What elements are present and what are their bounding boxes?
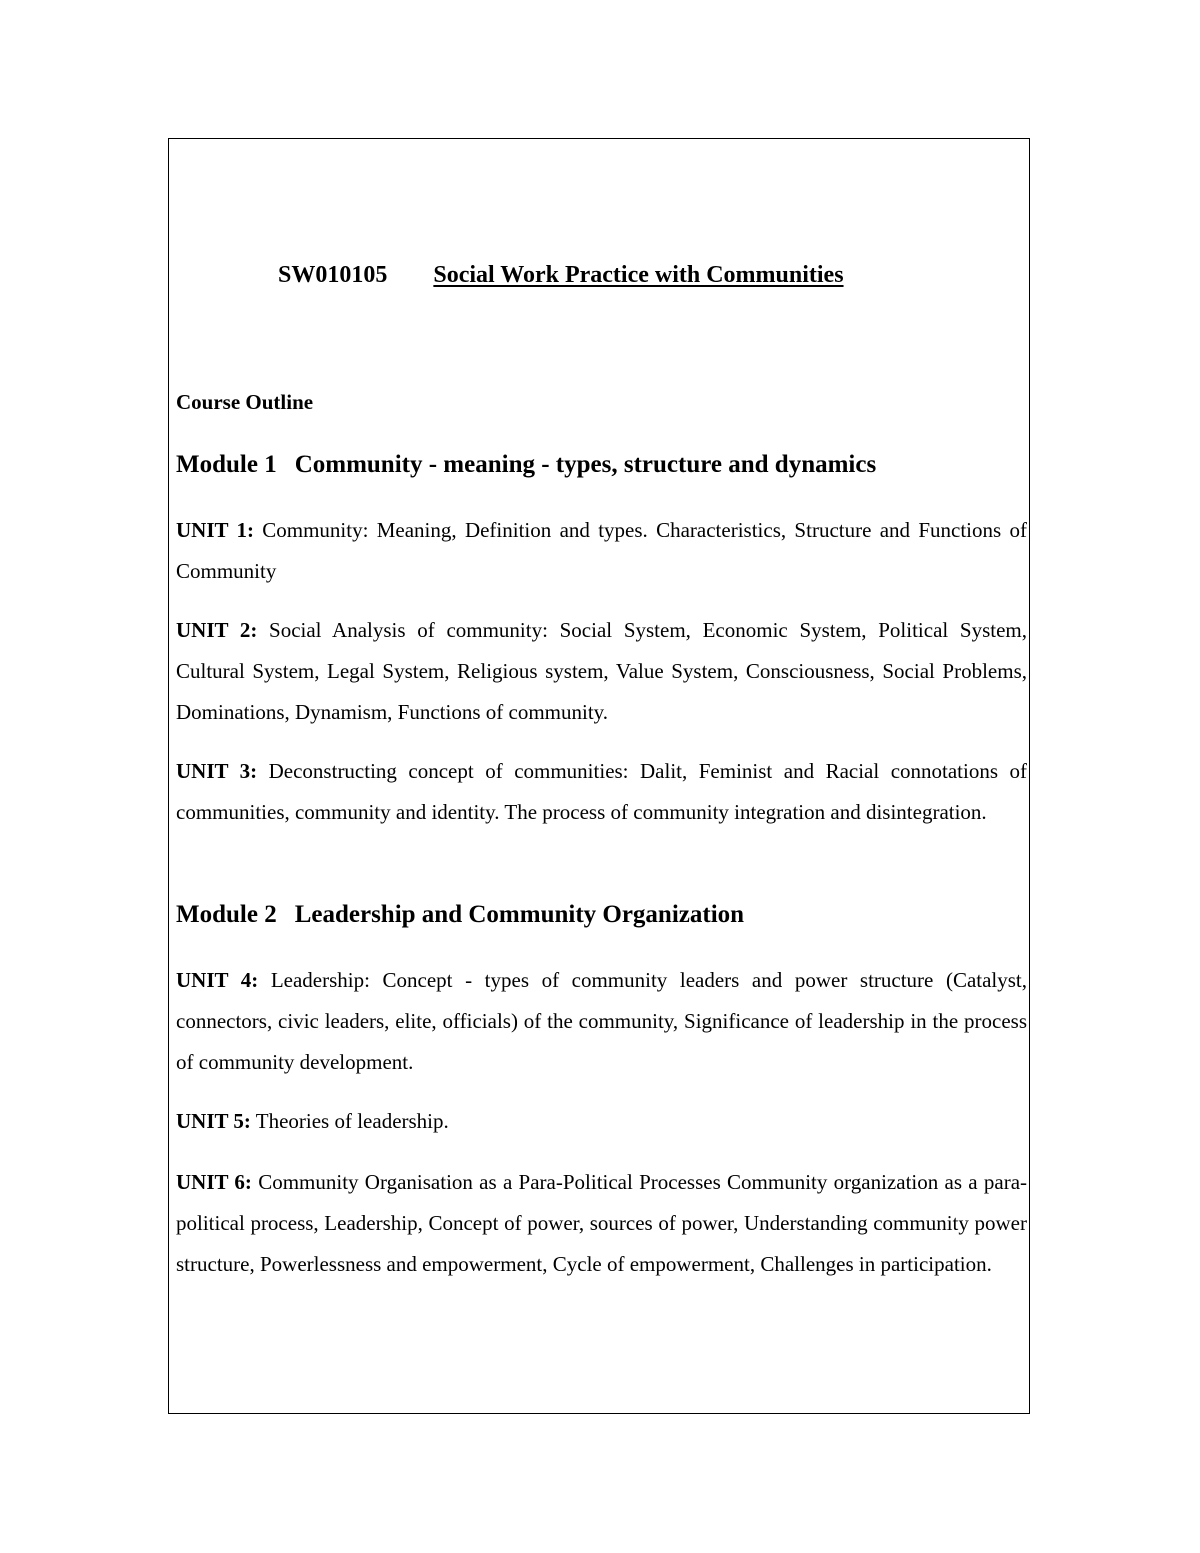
unit-4 bbox=[176, 960, 1027, 1083]
unit-label: UNIT 6: bbox=[176, 1170, 252, 1194]
unit-1 bbox=[176, 510, 1027, 592]
course-title-row bbox=[278, 262, 844, 289]
unit-text: Community Organisation as a Para-Political Processes Community organization as a para-political process, Leadership, Concept of power, sources of power, Understanding community power structure, Powerlessness and empowerment, Cycle of empowerment, Challenges in participation. bbox=[176, 1170, 1028, 1276]
unit-text: Deconstructing concept of communities: Dalit, Feminist and Racial connotations of communities, community and identity. The process of community integration and disintegration. bbox=[176, 759, 1028, 824]
unit-text: Theories of leadership. bbox=[255, 1109, 449, 1133]
unit-text: Community: Meaning, Definition and types. Characteristics, Structure and Functions of Community bbox=[176, 518, 1027, 583]
module-number: Module 1 bbox=[176, 451, 277, 478]
module-title: Community - meaning - types, structure and dynamics bbox=[294, 451, 877, 478]
unit-label: UNIT 4: bbox=[176, 968, 259, 992]
unit-5 bbox=[176, 1101, 1027, 1142]
course-code: SW010105 bbox=[278, 262, 388, 288]
course-outline-heading: Course Outline bbox=[176, 390, 314, 414]
unit-label: UNIT 1: bbox=[176, 518, 254, 542]
unit-6 bbox=[176, 1162, 1027, 1285]
module-title: Leadership and Community Organization bbox=[294, 901, 745, 928]
unit-label: UNIT 5: bbox=[176, 1109, 251, 1133]
unit-3 bbox=[176, 751, 1027, 833]
unit-label: UNIT 2: bbox=[176, 618, 258, 642]
unit-text: Leadership: Concept - types of community leaders and power structure (Catalyst, connectors, civic leaders, elite, officials) of the community, Significance of leadership in the process of community development. bbox=[176, 968, 1028, 1074]
course-title: Social Work Practice with Communities bbox=[433, 262, 844, 288]
module-2-heading bbox=[176, 901, 744, 929]
unit-2 bbox=[176, 610, 1027, 733]
unit-label: UNIT 3: bbox=[176, 759, 258, 783]
module-1-heading bbox=[176, 451, 876, 479]
unit-text: Social Analysis of community: Social System, Economic System, Political System, Cultural System, Legal System, Religious system, Value System, Consciousness, Social Problems, Dominations, Dynamism, Functions of community. bbox=[176, 618, 1028, 724]
module-number: Module 2 bbox=[176, 901, 277, 928]
